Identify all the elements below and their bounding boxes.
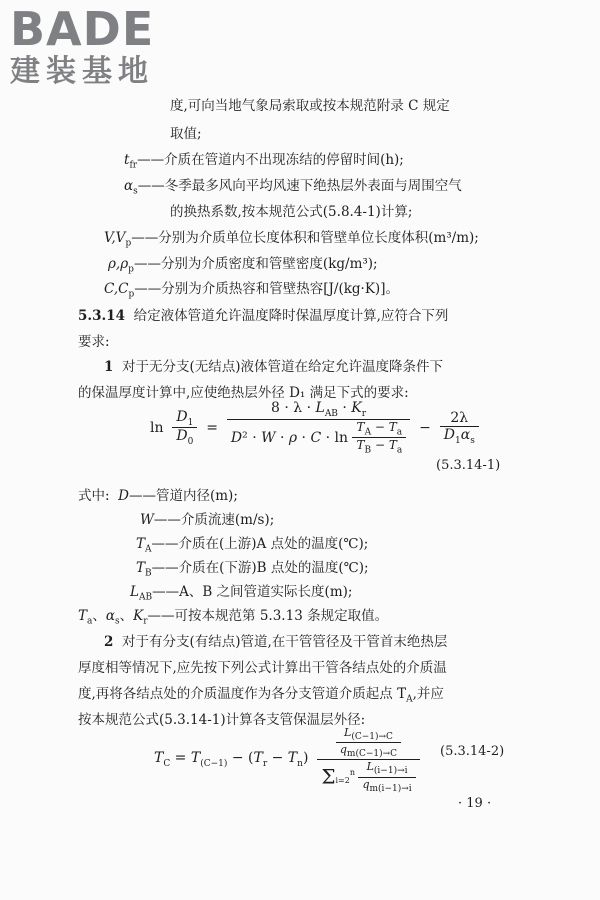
bade-logo: [10, 4, 180, 96]
definition-line: $T_A——$介质在(上游)A 点处的温度(℃);: [136, 536, 369, 555]
equation-5-3-14-2: $T_C = T_{(C-1)} - (T_r - T_n)$ $\frac{L_{(C-1)\to C}}{q_{m(C-1)\to C}}$ $\Sigma_{i=2}^n$ $\frac{L_{(i-1)\to i}}{q_{m(i-1)\to i}}$: [154, 726, 420, 794]
logo-brand: BADE: [10, 2, 155, 56]
equation-5-3-14-1: ln $\frac{D_1}{D_0}$ = $8 \cdot \lambda \cdot L_{AB} \cdot K_r$ D² · W · ρ · C · ln $\frac{T_A - T_a}{T_B - T_a}$ − $\frac{2\lambda}{D_1\alpha_s}$: [150, 400, 479, 456]
text-line: 取值;: [170, 126, 202, 142]
definition-line: $V,V_p——$分别为介质单位长度体积和管壁单位长度体积(m³/m);: [104, 230, 479, 249]
paragraph-line: 1 对于无分支(无结点)液体管道在给定允许温度降条件下: [104, 359, 444, 375]
equation-number: (5.3.14-1): [436, 458, 501, 473]
definition-line: $\rho,\rho_p——$分别为介质密度和管壁密度(kg/m³);: [108, 256, 378, 275]
definition-line: $t_{fr}——$介质在管道内不出现冻结的停留时间(h);: [124, 152, 404, 171]
where-label: 式中: D——管道内径(m);: [78, 488, 238, 504]
page-number: · 19 ·: [458, 796, 492, 811]
definition-line: $\alpha_s——$冬季最多风向平均风速下绝热层外表面与周围空气: [124, 178, 462, 197]
text-line: 按本规范公式(5.3.14-1)计算各支管保温层外径:: [78, 712, 366, 728]
definition-line: W——介质流速(m/s);: [140, 512, 275, 528]
logo-chinese: 建装基地: [10, 54, 154, 89]
text-line: 度,再将各结点处的介质温度作为各分支管道介质起点 $T_A$,并应: [78, 686, 444, 705]
definition-line: $C,C_p——$分别为介质热容和管壁热容[J/(kg·K)]。: [104, 281, 399, 300]
equation-number: (5.3.14-2): [440, 744, 505, 759]
text-line: 的换热系数,按本规范公式(5.8.4-1)计算;: [170, 204, 413, 220]
definition-line: $T_B——$介质在(下游)B 点处的温度(℃);: [136, 560, 369, 579]
section-heading: 5.3.14 给定液体管道允许温度降时保温厚度计算,应符合下列: [78, 308, 449, 324]
definition-line: $T_a$、$\alpha_s$、$K_r——$可按本规范第 5.3.13 条规定取值。: [78, 608, 389, 627]
definition-line: $L_{AB}——A$、B 之间管道实际长度(m);: [130, 584, 353, 603]
text-line: 的保温厚度计算中,应使绝热层外径 D₁ 满足下式的要求:: [78, 385, 409, 401]
paragraph-line: 2 对于有分支(有结点)管道,在干管管径及干管首末绝热层: [104, 634, 448, 650]
text-line: 厚度相等情况下,应先按下列公式计算出干管各结点处的介质温: [78, 660, 447, 676]
text-line: 要求:: [78, 334, 110, 350]
text-line: 度,可向当地气象局索取或按本规范附录 C 规定: [170, 98, 450, 114]
